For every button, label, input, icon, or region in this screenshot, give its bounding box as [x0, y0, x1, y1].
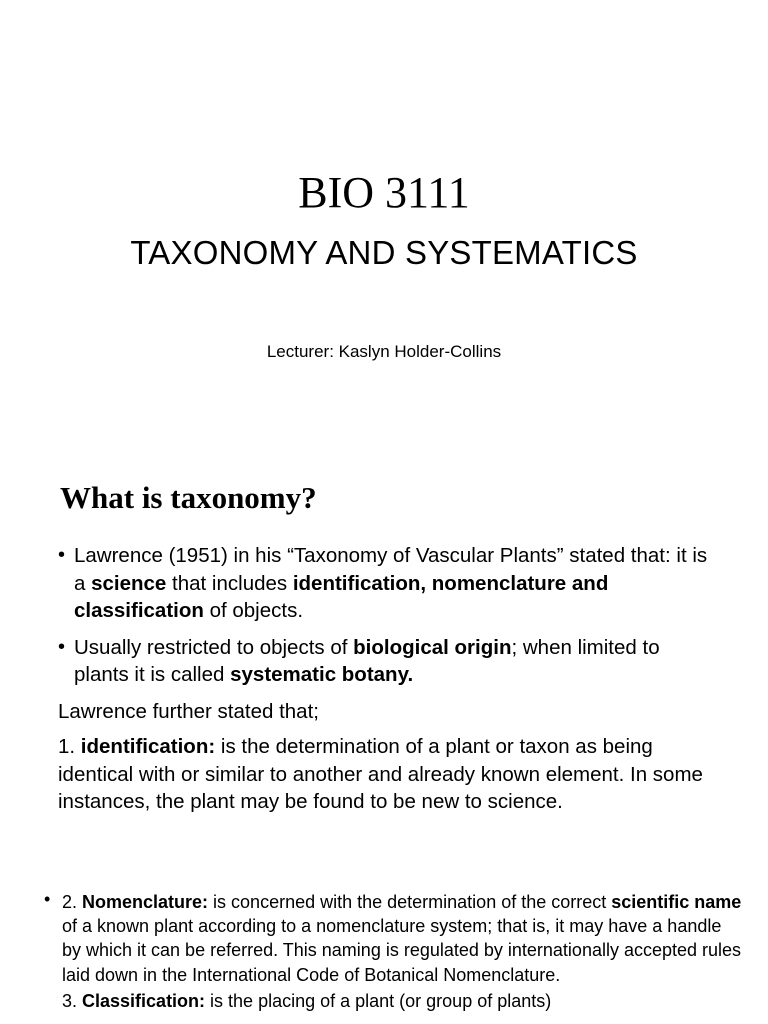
bold-term: scientific name: [611, 892, 742, 912]
paragraph-text: is the placing of a plant (or group of plants): [205, 990, 552, 1011]
bullet-icon: •: [58, 635, 66, 658]
bold-term: science: [91, 571, 167, 595]
course-title: TAXONOMY AND SYSTEMATICS: [130, 234, 638, 271]
bullet-text: of objects.: [203, 599, 304, 622]
item-number: 1.: [58, 735, 81, 758]
paragraph-text: is concerned with the determination of the correct: [208, 892, 612, 912]
bold-term: identification, nomenclature and classification: [74, 571, 609, 622]
bullet-text: that includes: [166, 571, 293, 595]
bullet-biological-origin: [58, 634, 718, 689]
item-number: 2.: [62, 892, 83, 912]
paragraph-text: of a known plant according to a nomenclature system; that is, it may have a handle by which it can be referred. This naming is regulated by internationally accepted rules laid down in the International Code of Botanical Nomenclature.: [62, 916, 742, 985]
paragraph-text: is the determination of a plant or taxon as being identical with or similar to another and already known element. In some instances, the plant may be found to be new to science.: [58, 735, 703, 813]
bold-term: identification:: [80, 735, 216, 758]
lecturer-name: Lecturer: Kaslyn Holder-Collins: [266, 342, 502, 361]
bullet-icon: •: [44, 889, 51, 909]
slide-heading: What is taxonomy?: [60, 480, 317, 515]
nomenclature-slide: [44, 890, 744, 1013]
classification-paragraph: [62, 989, 744, 1013]
course-code: BIO 3111: [298, 168, 470, 217]
bullet-text: Usually restricted to objects of: [74, 635, 354, 659]
bullet-list: [58, 542, 718, 698]
item-number: 3.: [62, 990, 83, 1011]
bullet-text: ; when limited to plants it is called: [74, 635, 660, 686]
bold-term: Classification:: [82, 990, 206, 1011]
identification-paragraph: [58, 733, 728, 816]
bullet-icon: •: [58, 544, 66, 566]
bold-term: biological origin: [353, 635, 512, 659]
bold-term: systematic botany.: [230, 663, 414, 686]
further-statement: Lawrence further stated that;: [58, 700, 319, 723]
bullet-lawrence-definition: [58, 542, 718, 625]
title-slide: [0, 0, 768, 440]
bullet-text: Lawrence (1951) in his “Taxonomy of Vascular Plants” stated that: it is a: [74, 544, 708, 595]
bold-term: Nomenclature:: [82, 892, 209, 912]
nomenclature-paragraph: [62, 890, 744, 987]
